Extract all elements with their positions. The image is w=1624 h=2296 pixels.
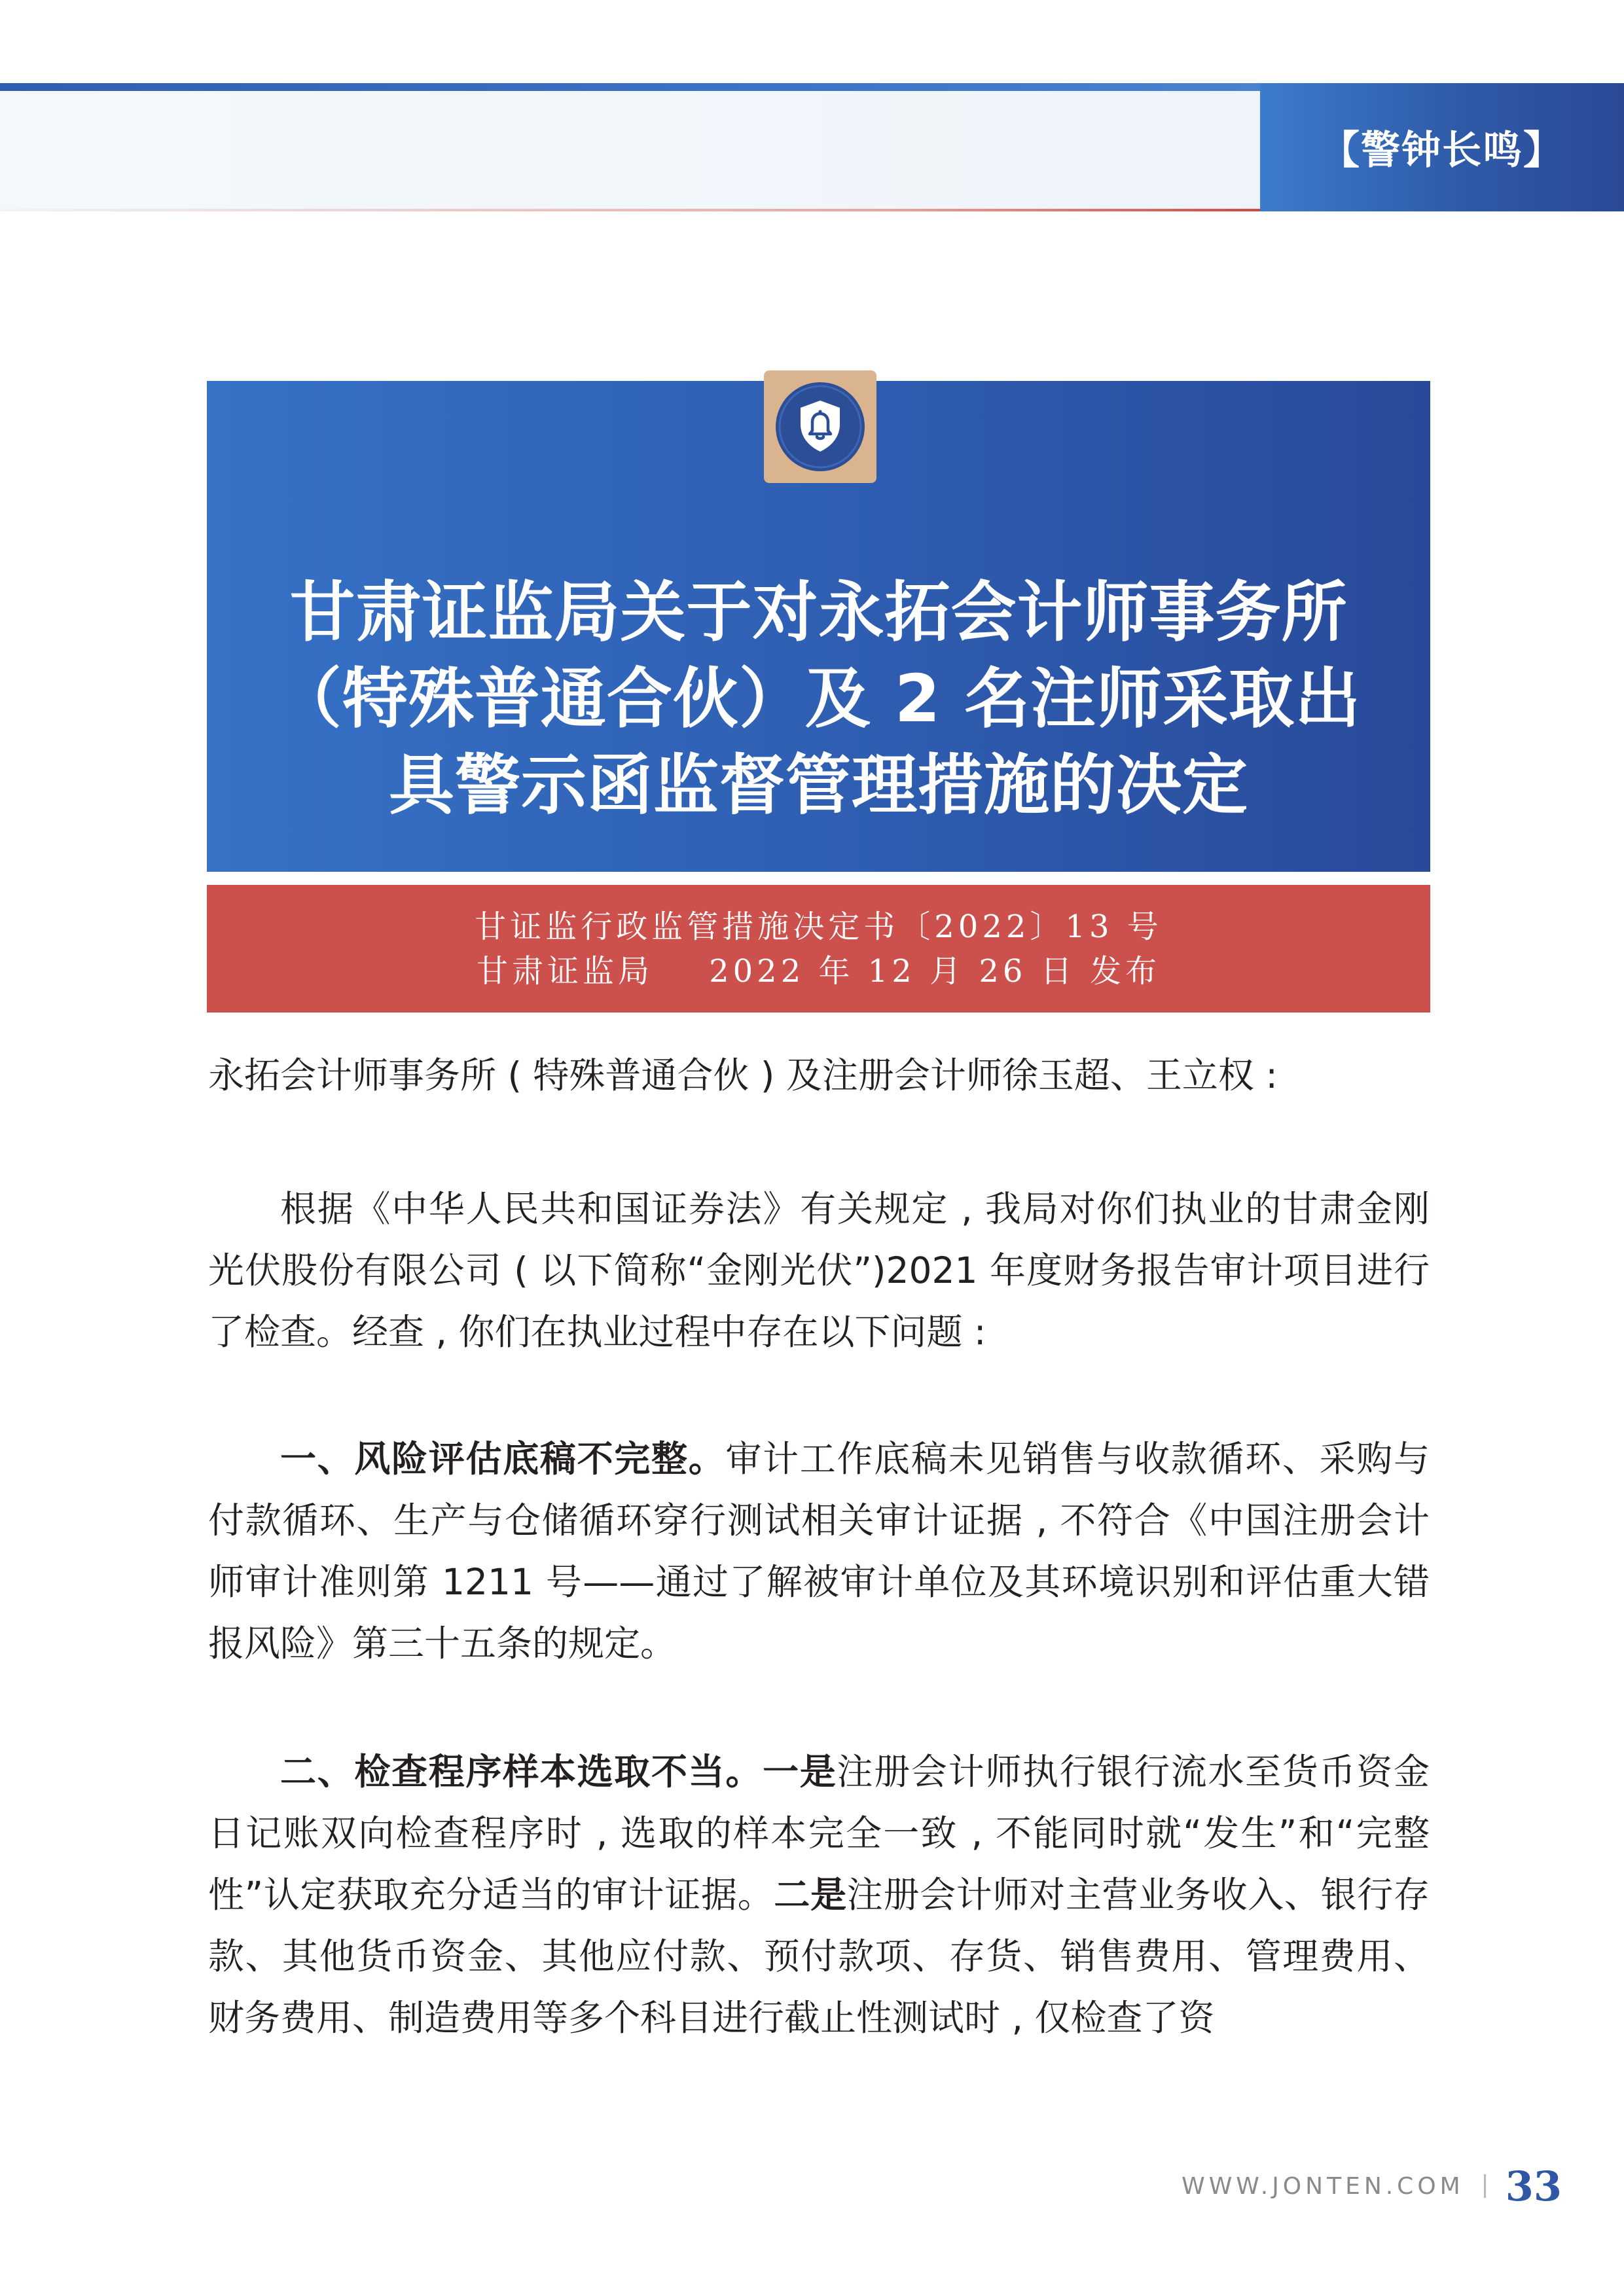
decision-number: 甘证监行政监管措施决定书〔2022〕13 号: [475, 908, 1163, 945]
intro-paragraph: 根据《中华人民共和国证券法》有关规定 , 我局对你们执业的甘肃金刚光伏股份有限公司 ( 以下简称“金刚光伏”)2021 年度财务报告审计项目进行了检查。经查 , 你们在执业过程中存在以下问题 :: [208, 1188, 1430, 1353]
issue-1-heading: 一、风险评估底稿不完整。: [280, 1438, 726, 1480]
salutation-block: [208, 1045, 1430, 1106]
issue-2-second-label: 二是: [774, 1874, 847, 1916]
title-line-2: （特殊普通合伙）及 2 名注师采取出: [276, 660, 1362, 737]
icon-tile: [764, 370, 876, 483]
decision-issuer-date: 甘肃证监局 2022 年 12 月 26 日 发布: [477, 952, 1161, 990]
issue-1-text: 审计工作底稿未见销售与收款循环、采购与付款循环、生产与仓储循环穿行测试相关审计证据 , 不符合《中国注册会计师审计准则第 1211 号——通过了解被审计单位及其环境识别和评估重大错报风险》第三十五条的规定。: [208, 1438, 1430, 1664]
header-panel: [0, 91, 1260, 211]
issue-1-block: [208, 1428, 1430, 1674]
header-bottom-rule: [0, 209, 1260, 211]
issue-2-first-text: 注册会计师执行银行流水至货币资金日记账双向检查程序时 , 选取的样本完全一致 , 不能同时就“发生”和“完整性”认定获取充分适当的审计证据。: [208, 1751, 1430, 1916]
footer-url[interactable]: WWW.JONTEN.COM: [1182, 2172, 1464, 2200]
issue-2-first-label: 一是: [763, 1751, 837, 1793]
title-line-3: 具警示函监督管理措施的决定: [389, 747, 1248, 823]
page-footer: [1182, 2160, 1562, 2212]
salutation: 永拓会计师事务所 ( 特殊普通合伙 ) 及注册会计师徐玉超、王立权 :: [208, 1054, 1278, 1096]
issue-1-paragraph: [208, 1428, 1430, 1674]
issue-2-heading: 二、检查程序样本选取不当。: [280, 1751, 763, 1793]
header-top-rule: [0, 83, 1260, 91]
decision-info-banner: [207, 885, 1430, 1013]
intro-block: [208, 1178, 1430, 1363]
page-number: 33: [1505, 2162, 1562, 2210]
issue-2-second-text: 注册会计师对主营业务收入、银行存款、其他货币资金、其他应付款、预付款项、存货、销售费用、管理费用、财务费用、制造费用等多个科目进行截止性测试时 , 仅检查了资: [208, 1874, 1430, 2039]
section-tag: [1260, 83, 1624, 211]
footer-divider: [1484, 2174, 1486, 2198]
shield-bell-icon: [774, 381, 866, 473]
page-title: [207, 569, 1430, 829]
title-line-1: 甘肃证监局关于对永拓会计师事务所: [289, 574, 1348, 651]
section-tag-label: 【警钟长鸣】: [1320, 128, 1564, 173]
issue-2-paragraph: [208, 1741, 1430, 2049]
issue-2-block: [208, 1741, 1430, 2049]
